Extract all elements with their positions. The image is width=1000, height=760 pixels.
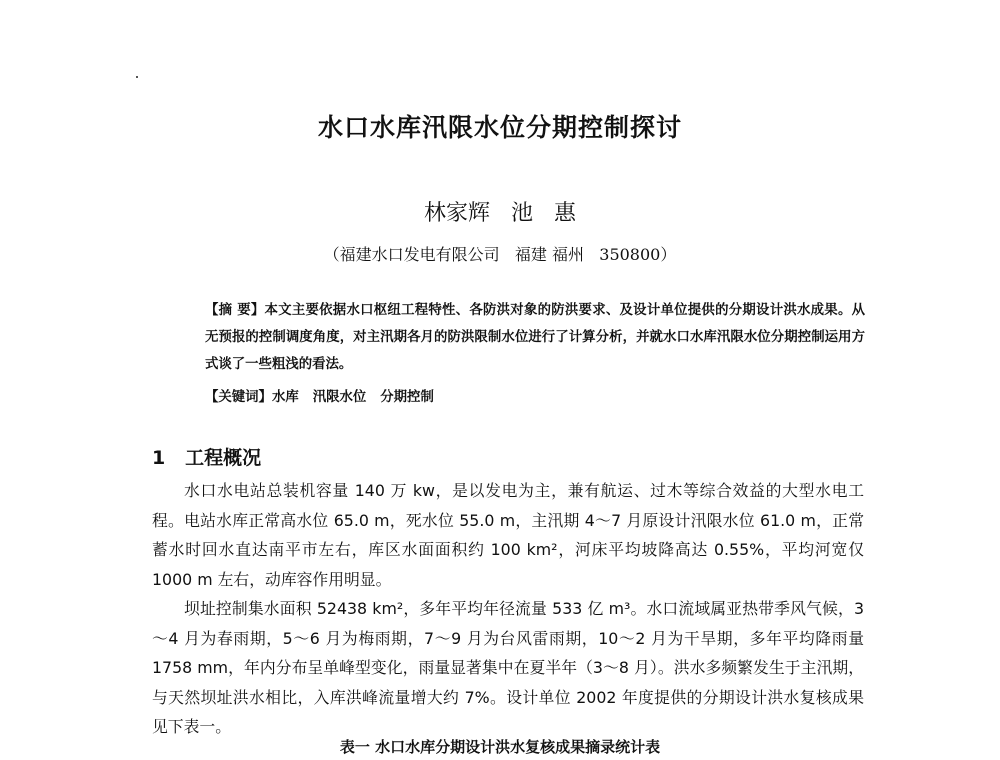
keywords xyxy=(205,386,434,405)
paper-title: 水口水库汛限水位分期控制探讨 xyxy=(317,113,682,142)
keywords-label: 【关键词】 xyxy=(205,390,272,405)
table-caption: 表一 水口水库分期设计洪水复核成果摘录统计表 xyxy=(339,738,661,756)
abstract xyxy=(205,297,865,378)
abstract-text: 本文主要依据水口枢纽工程特性、各防洪对象的防洪要求、及设计单位提供的分期设计洪水成果。从无预报的控制调度角度，对主汛期各月的防洪限制水位进行了计算分析，并就水口水库汛限水位分期控制运用方式谈了一些粗浅的看法。 xyxy=(205,303,865,372)
author-affiliation: （福建水口发电有限公司 福建 福州 350800） xyxy=(323,245,677,264)
body-paragraph: 水口水电站总装机容量 140 万 kw，是以发电为主，兼有航运、过木等综合效益的大型水电工程。电站水库正常高水位 65.0 m，死水位 55.0 m，主汛期 4～7 月原设计汛限水位 61.0 m，正常蓄水时回水直达南平市左右，库区水面面积约 100 km²，河床平均坡降高达 0.55%，平均河宽仅 1000 m 左右，动库容作用明显。 xyxy=(152,481,864,589)
abstract-label: 【摘 要】 xyxy=(205,303,265,318)
keywords-text: 水库 汛限水位 分期控制 xyxy=(271,390,434,405)
paper-authors: 林家辉 池 惠 xyxy=(424,201,576,226)
section-heading: 1 工程概况 xyxy=(152,447,262,469)
body-paragraph: 坝址控制集水面积 52438 km²，多年平均年径流量 533 亿 m³。水口流域属亚热带季风气候，3～4 月为春雨期，5～6 月为梅雨期，7～9 月为台风雷雨期，10～2 月为干旱期，多年平均降雨量 1758 mm，年内分布呈单峰型变化，雨量显著集中在夏半年（3～8 月）。洪水多频繁发生于主汛期，与天然坝址洪水相比，入库洪峰流量增大约 7%。设计单位 2002 年度提供的分期设计洪水复核成果见下表一。 xyxy=(152,599,864,737)
scan-speck xyxy=(136,76,138,78)
